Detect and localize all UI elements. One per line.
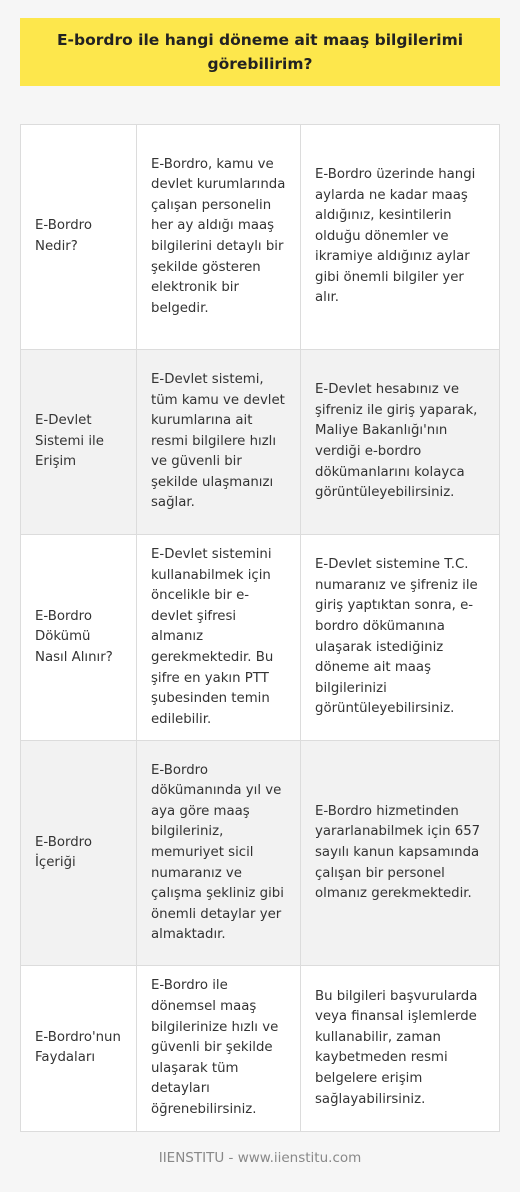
row-description: E-Devlet sistemi, tüm kamu ve devlet kurumlarına ait resmi bilgilere hızlı ve güvenli bir şekilde ulaşmanızı sağlar. (137, 350, 301, 535)
info-table (20, 124, 500, 1132)
table-row (21, 125, 500, 350)
row-detail: E-Devlet hesabınız ve şifreniz ile giriş yaparak, Maliye Bakanlığı'nın verdiği e-bordro dökümanlarını kolayca görüntüleyebilirsiniz. (301, 350, 500, 535)
footer-credit: IIENSTITU - www.iienstitu.com (158, 1150, 362, 1166)
row-topic: E-Bordro'nun Faydaları (21, 966, 137, 1131)
row-detail: Bu bilgileri başvurularda veya finansal işlemlerde kullanabilir, zaman kaybetmeden resmi belgelere erişim sağlayabilirsiniz. (301, 966, 500, 1131)
page-title: E-bordro ile hangi döneme ait maaş bilgilerimi görebilirim? (56, 31, 464, 73)
table-row (21, 535, 500, 741)
title-banner (20, 18, 500, 86)
row-topic: E-Bordro Nedir? (21, 125, 137, 350)
row-description: E-Bordro ile dönemsel maaş bilgilerinize hızlı ve güvenli bir şekilde ulaşarak tüm detayları öğrenebilirsiniz. (137, 966, 301, 1131)
row-detail: E-Bordro hizmetinden yararlanabilmek için 657 sayılı kanun kapsamında çalışan bir personel olmanız gerekmektedir. (301, 741, 500, 966)
row-topic: E-Devlet Sistemi ile Erişim (21, 350, 137, 535)
table-row (21, 966, 500, 1131)
row-description: E-Bordro, kamu ve devlet kurumlarında çalışan personelin her ay aldığı maaş bilgilerini detaylı bir şekilde gösteren elektronik bir belgedir. (137, 125, 301, 350)
row-topic: E-Bordro Dökümü Nasıl Alınır? (21, 535, 137, 741)
row-topic: E-Bordro İçeriği (21, 741, 137, 966)
table-row (21, 741, 500, 966)
row-description: E-Devlet sistemini kullanabilmek için öncelikle bir e-devlet şifresi almanız gerekmektedir. Bu şifre en yakın PTT şubesinden temin edilebilir. (137, 535, 301, 741)
row-detail: E-Devlet sistemine T.C. numaranız ve şifreniz ile giriş yaptıktan sonra, e-bordro dökümanına ulaşarak istediğiniz döneme ait maaş bilgilerinizi görüntüleyebilirsiniz. (301, 535, 500, 741)
row-description: E-Bordro dökümanında yıl ve aya göre maaş bilgileriniz, memuriyet sicil numaranız ve çalışma şekliniz gibi önemli detaylar yer almaktadır. (137, 741, 301, 966)
table-row (21, 350, 500, 535)
row-detail: E-Bordro üzerinde hangi aylarda ne kadar maaş aldığınız, kesintilerin olduğu dönemler ve ikramiye aldığınız aylar gibi önemli bilgiler yer alır. (301, 125, 500, 350)
